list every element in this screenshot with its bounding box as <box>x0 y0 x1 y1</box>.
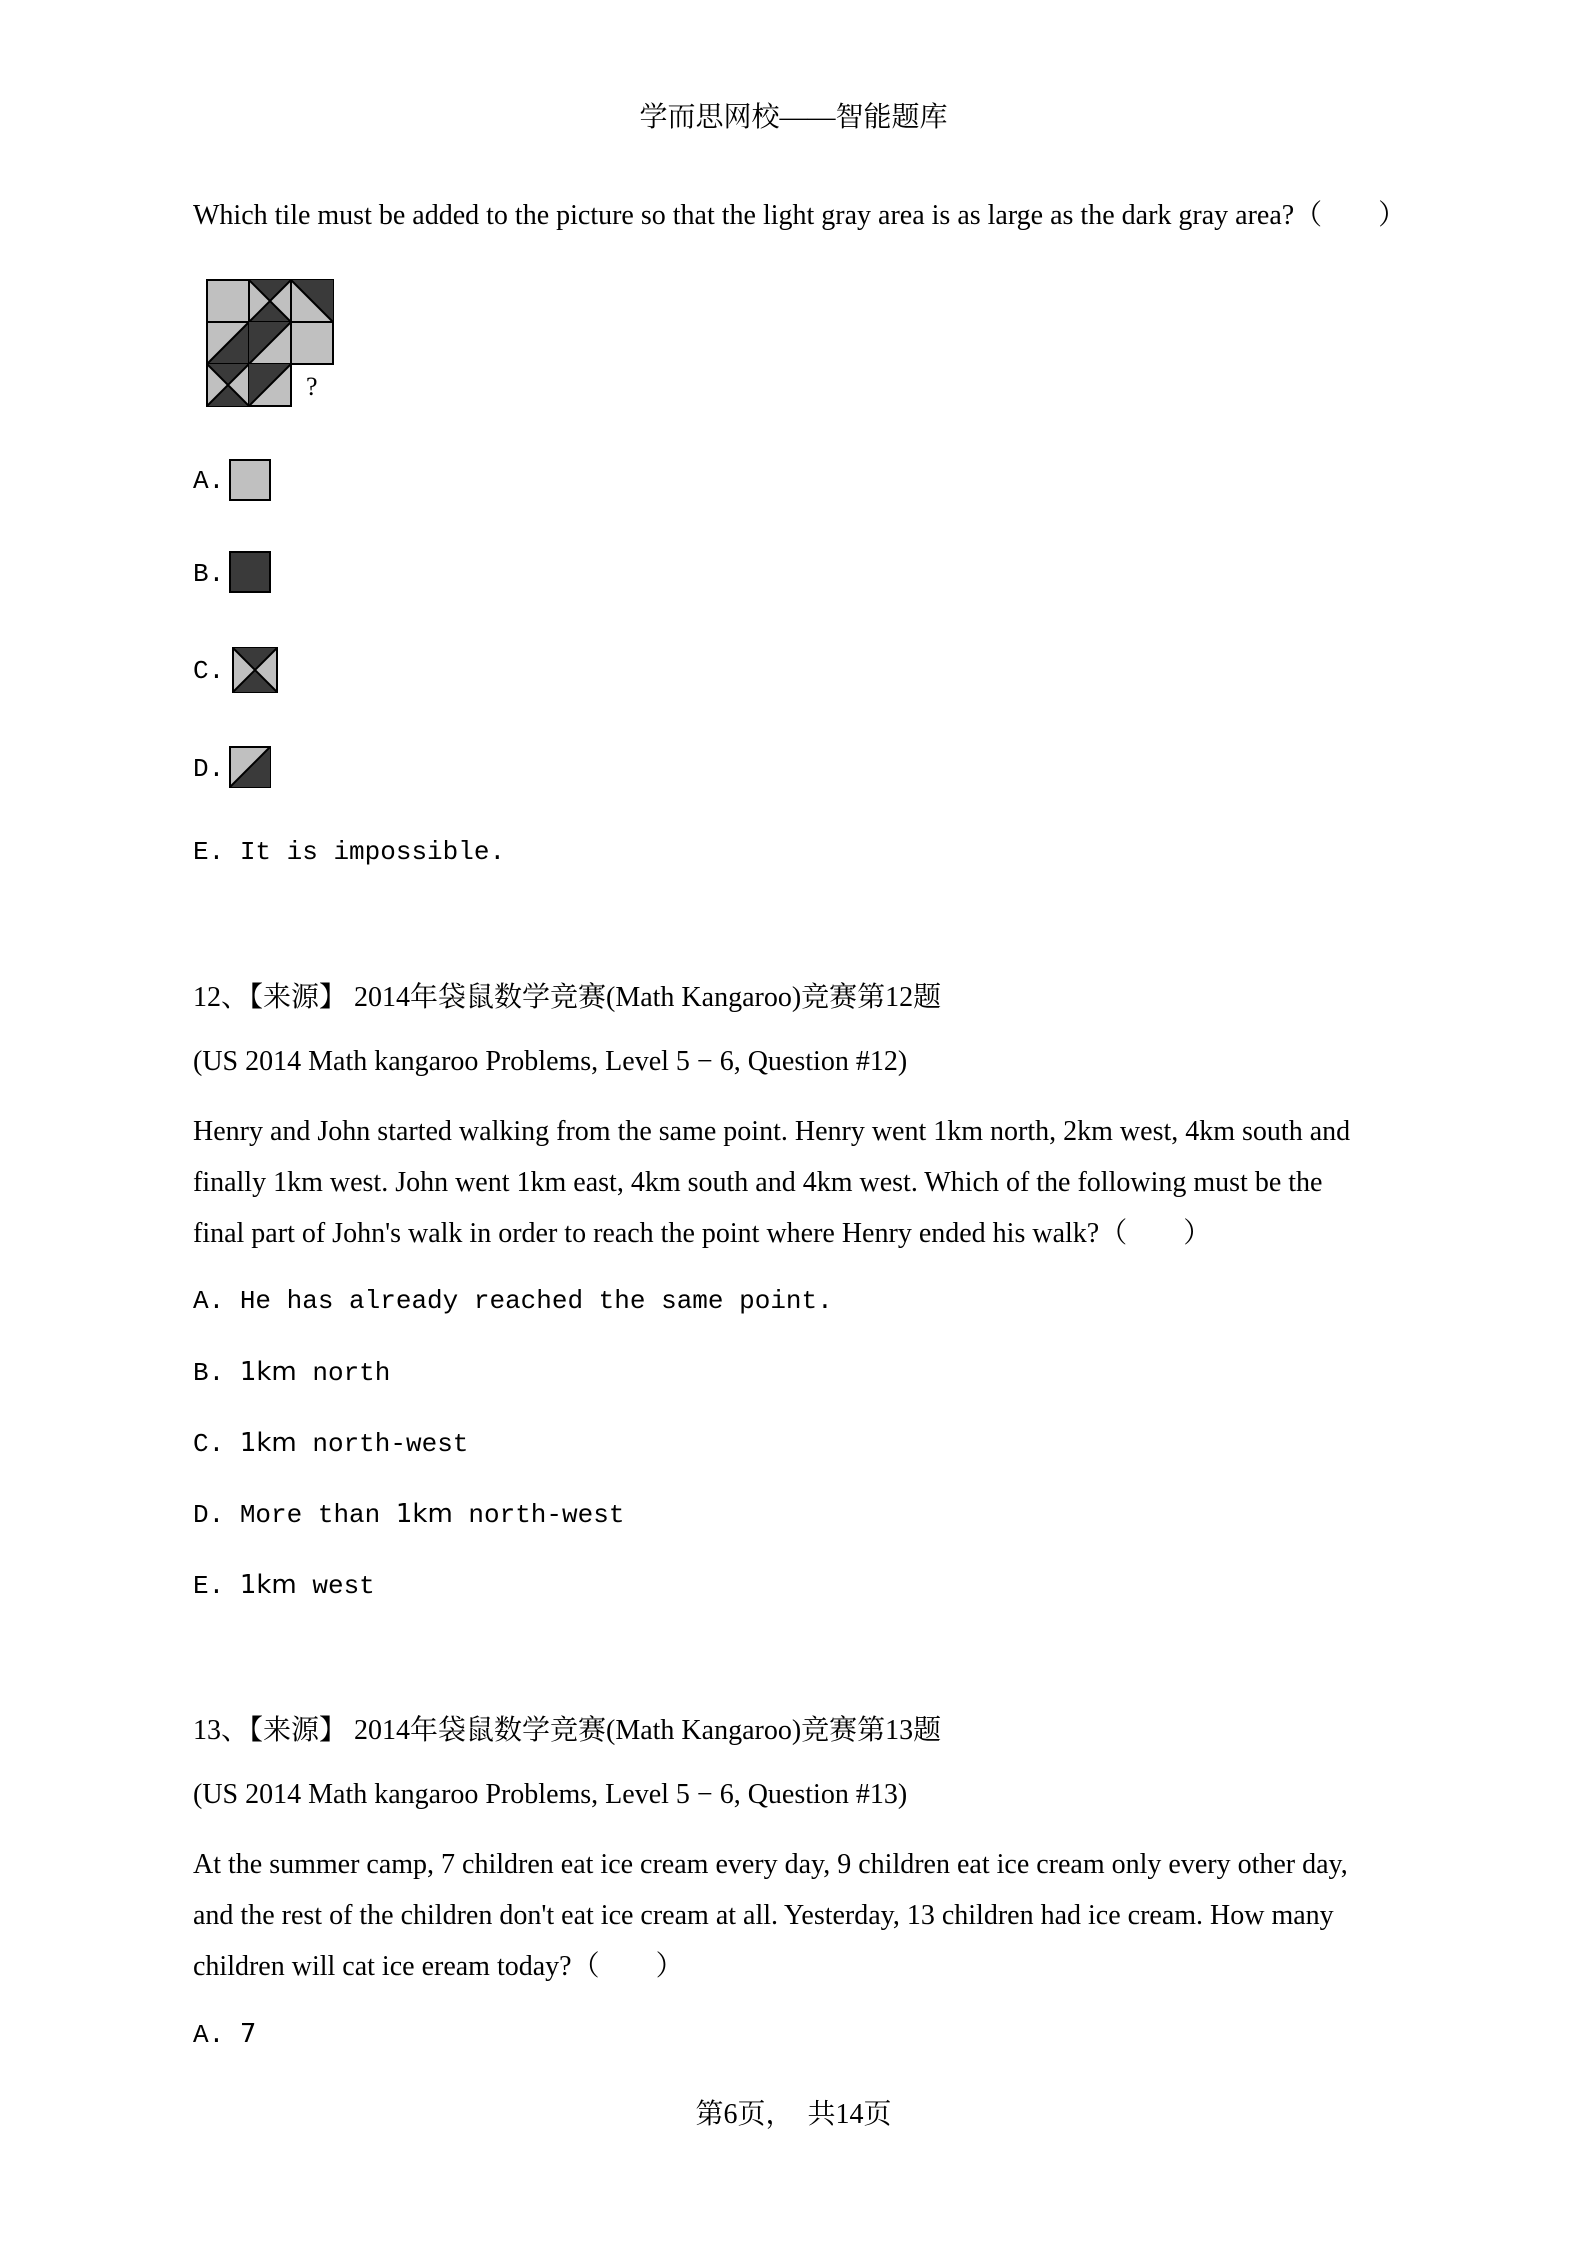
q13-body-line: children will cat ice eream today?（ ） <box>193 1951 684 1982</box>
q12-option-b-text: north <box>296 1358 391 1388</box>
q12-option-d-label: D. <box>193 1500 225 1530</box>
q12-body-line: Henry and John started walking from the same point. Henry went 1km north, 2km west, 4km south and <box>193 1116 1351 1147</box>
figure-question-mark: ? <box>306 372 318 401</box>
q12-option-d-pre: More than <box>239 1500 396 1530</box>
q11-option-a-label: A. <box>193 466 225 496</box>
q13-source: 13、【来源】 2014年袋鼠数学竞赛(Math Kangaroo)竞赛第13题 <box>193 1715 942 1746</box>
page-footer: 第6页， 共14页 <box>695 2099 892 2130</box>
q13-subtitle: (US 2014 Math kangaroo Problems, Level 5 − 6, Question #13) <box>193 1779 908 1810</box>
q12-option-c-text: north-west <box>296 1429 469 1459</box>
q12-option-d <box>193 1499 624 1530</box>
q12-option-e <box>193 1570 375 1601</box>
q12-option-b-distance: 1km <box>239 1357 297 1387</box>
q12-body-line: finally 1km west. John went 1km east, 4km south and 4km west. Which of the following must be the <box>193 1167 1323 1198</box>
q13-option-a-value: 7 <box>239 2019 257 2049</box>
q12-option-d-distance: 1km <box>395 1499 453 1529</box>
light-gray-square-icon <box>228 458 272 502</box>
hourglass-triangles-icon <box>231 646 279 694</box>
q13-option-a-label: A. <box>193 2020 225 2050</box>
q12-option-d-text: north-west <box>452 1500 625 1530</box>
q13-body-line: and the rest of the children don't eat ice cream at all. Yesterday, 13 children had ice cream. How many <box>193 1900 1334 1931</box>
q11-option-d-label: D. <box>193 754 225 784</box>
diagonal-split-square-icon <box>228 745 272 789</box>
q12-body <box>193 1106 1393 1259</box>
q12-option-c-distance: 1km <box>239 1428 297 1458</box>
q11-option-c-label: C. <box>193 656 225 686</box>
q12-option-c <box>193 1428 468 1459</box>
q12-option-e-distance: 1km <box>239 1570 297 1600</box>
q12-option-b <box>193 1357 390 1388</box>
q12-option-a-text: He has already reached the same point. <box>239 1286 833 1316</box>
q11-option-e-label: E. <box>193 837 225 867</box>
q12-option-c-label: C. <box>193 1429 225 1459</box>
q12-option-a <box>193 1286 833 1316</box>
q12-option-e-label: E. <box>193 1571 225 1601</box>
tile-figure <box>205 278 345 408</box>
q11-option-e-text: It is impossible. <box>239 837 506 867</box>
q12-subtitle: (US 2014 Math kangaroo Problems, Level 5 − 6, Question #12) <box>193 1046 908 1077</box>
q12-option-a-label: A. <box>193 1286 225 1316</box>
q11-text: Which tile must be added to the picture so that the light gray area is as large as the dark gray area?（ ） <box>193 200 1407 231</box>
q12-body-line: final part of John's walk in order to reach the point where Henry ended his walk?（ ） <box>193 1218 1212 1249</box>
q13-option-a <box>193 2019 256 2050</box>
q13-body-line: At the summer camp, 7 children eat ice cream every day, 9 children eat ice cream only every other day, <box>193 1849 1348 1880</box>
q12-source: 12、【来源】 2014年袋鼠数学竞赛(Math Kangaroo)竞赛第12题 <box>193 982 942 1013</box>
q13-body <box>193 1839 1393 1992</box>
q11-option-b-label: B. <box>193 559 225 589</box>
dark-gray-square-icon <box>228 550 272 594</box>
q12-option-b-label: B. <box>193 1358 225 1388</box>
q12-option-e-text: west <box>296 1571 375 1601</box>
page-header: 学而思网校——智能题库 <box>639 102 948 133</box>
q11-option-e <box>193 837 505 867</box>
